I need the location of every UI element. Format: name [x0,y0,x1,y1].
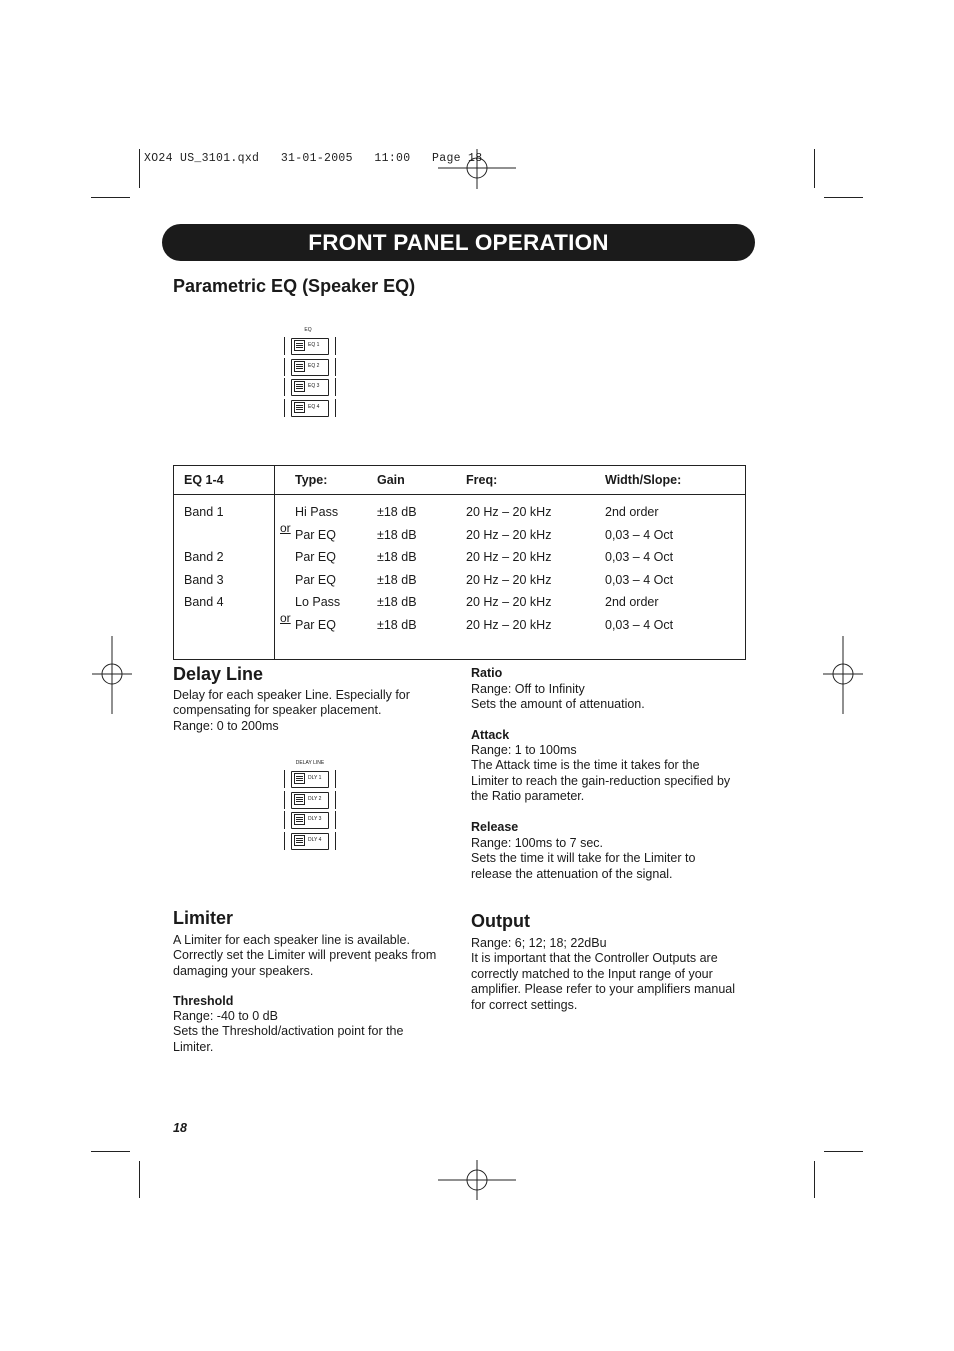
table-cell-band: Band 1 [174,495,275,524]
table-cell-band [174,524,275,547]
crop-mark [814,1161,815,1198]
delay-line-text [173,688,453,734]
threshold-title: Threshold [173,994,234,1008]
text-line: Limiter. [173,1039,214,1054]
table-header: EQ 1-4 [174,466,275,495]
table-cell-band: Band 4 [174,591,275,614]
table-row [174,546,746,569]
table-cell-freq: 20 Hz – 20 kHz [466,617,552,632]
strip-item-label: DLY 2 [308,795,322,802]
text-line: The Attack time is the time it takes for the [471,758,700,773]
text-line: A Limiter for each speaker line is available. [173,933,410,947]
strip-item-label: DLY 4 [308,836,322,843]
text-line: Range: 100ms to 7 sec. [471,836,604,850]
table-header: Type: [295,473,328,487]
attack-text [471,743,761,805]
delay-strip [284,760,336,851]
table-cell-gain: ±18 dB [377,617,417,632]
delay-line-heading: Delay Line [173,664,264,684]
crop-mark [91,197,130,198]
table-cell-width: 0,03 – 4 Oct [605,550,674,565]
text-line: the Ratio parameter. [471,789,585,804]
output-text [471,936,761,1013]
strip-item-label: EQ 2 [308,362,320,369]
fader-icon [294,773,305,784]
table-cell-or [275,610,296,637]
delay-strip-title: DELAY LINE [295,760,325,766]
delay-strip-item [284,790,336,811]
text-line: Range: 1 to 100ms [471,743,577,757]
eq-strip [284,327,336,418]
registration-mark [92,636,132,714]
text-line: Range: Off to Infinity [471,682,585,696]
table-cell-freq: 20 Hz – 20 kHz [466,505,552,520]
table-cell-type: Par EQ [295,550,336,565]
table-header: Freq: [466,473,498,487]
table-header [275,466,296,495]
strip-item-label: EQ 1 [308,342,320,348]
text-line: Correctly set the Limiter will prevent peaks from [173,948,437,963]
table-cell-width: 2nd order [605,505,659,520]
ratio-title: Ratio [471,666,503,680]
crop-mark [91,1151,130,1152]
table-cell-freq: 20 Hz – 20 kHz [466,572,552,587]
page-number: 18 [173,1121,187,1135]
crop-mark [139,1161,140,1198]
table-cell-freq: 20 Hz – 20 kHz [466,550,552,565]
output-heading: Output [471,911,530,931]
table-cell-gain: ±18 dB [377,572,417,587]
table-cell-type: Par EQ [295,527,336,542]
crop-mark [139,149,140,188]
eq-strip-item [284,357,336,378]
text-line: Range: -40 to 0 dB [173,1009,278,1023]
crop-mark [824,1151,863,1152]
text-line: compensating for speaker placement. [173,703,382,718]
table-header: Width/Slope: [605,473,682,487]
or-label: or [280,520,291,535]
text-line: damaging your speakers. [173,963,314,978]
table-cell-width: 2nd order [605,595,659,610]
text-line: correctly matched to the Input range of your [471,966,713,981]
text-line: Range: 0 to 200ms [173,718,279,733]
fader-icon [294,340,305,351]
print-header: XO24 US_3101.qxd 31-01-2005 11:00 Page 18 [144,152,483,165]
threshold-text [173,1009,463,1055]
release-text [471,836,761,882]
table-cell-band [174,614,275,637]
fader-icon [294,794,305,805]
text-line: release the attenuation of the signal. [471,866,673,881]
fader-icon [294,814,305,825]
strip-item-label: DLY 1 [308,775,322,781]
attack-title: Attack [471,728,510,742]
release-title: Release [471,820,519,834]
page-banner: FRONT PANEL OPERATION [162,224,755,261]
table-cell-freq: 20 Hz – 20 kHz [466,595,552,610]
table-row [174,591,746,614]
text-line: Delay for each speaker Line. Especially for [173,688,410,702]
table-cell-type: Par EQ [295,617,336,632]
text-line: Sets the Threshold/activation point for the [173,1024,404,1039]
text-line: Sets the time it will take for the Limiter to [471,851,696,866]
table-header: Gain [377,473,405,487]
table-cell-gain: ±18 dB [377,505,417,520]
fader-icon [294,835,305,846]
text-line: It is important that the Controller Outputs are [471,951,718,966]
text-line: Range: 6; 12; 18; 22dBu [471,936,607,950]
text-line: amplifier. Please refer to your amplifiers manual [471,982,736,997]
fader-icon [294,381,305,392]
strip-item-label: EQ 4 [308,403,320,410]
table-row [174,495,746,524]
parametric-eq-heading: Parametric EQ (Speaker EQ) [173,276,416,296]
table-cell-type: Par EQ [295,572,336,587]
table-cell-gain: ±18 dB [377,595,417,610]
strip-item-label: EQ 3 [308,383,320,389]
limiter-text [173,933,463,979]
table-cell-band: Band 2 [174,546,275,569]
registration-mark [438,1160,516,1200]
eq-strip-item [284,336,336,357]
eq-table [173,465,746,660]
table-cell-or [275,520,296,547]
strip-item-label: DLY 3 [308,816,322,822]
crop-mark [824,197,863,198]
crop-mark [814,149,815,188]
table-cell-or [275,569,296,592]
text-line: for correct settings. [471,997,578,1012]
table-cell-width: 0,03 – 4 Oct [605,617,674,632]
fader-icon [294,402,305,413]
delay-strip-item [284,810,336,831]
table-cell-gain: ±18 dB [377,527,417,542]
eq-strip-title: EQ [304,327,312,333]
delay-strip-item [284,831,336,852]
fader-icon [294,361,305,372]
registration-mark [823,636,863,714]
table-row [174,614,746,637]
or-label: or [280,610,291,625]
text-line: Limiter to reach the gain-reduction specified by [471,773,731,788]
table-spacer [174,636,746,659]
table-cell-or [275,546,296,569]
table-cell-type: Hi Pass [295,505,339,520]
table-cell-or [275,495,296,524]
table-cell-band: Band 3 [174,569,275,592]
table-cell-gain: ±18 dB [377,550,417,565]
table-cell-freq: 20 Hz – 20 kHz [466,527,552,542]
table-cell-width: 0,03 – 4 Oct [605,527,674,542]
ratio-text [471,682,761,713]
eq-strip-item [284,398,336,419]
table-row [174,524,746,547]
table-cell-width: 0,03 – 4 Oct [605,572,674,587]
delay-strip-item [284,769,336,790]
text-line: Sets the amount of attenuation. [471,697,645,712]
table-row [174,569,746,592]
table-cell-type: Lo Pass [295,595,341,610]
limiter-heading: Limiter [173,908,234,928]
eq-strip-item [284,377,336,398]
